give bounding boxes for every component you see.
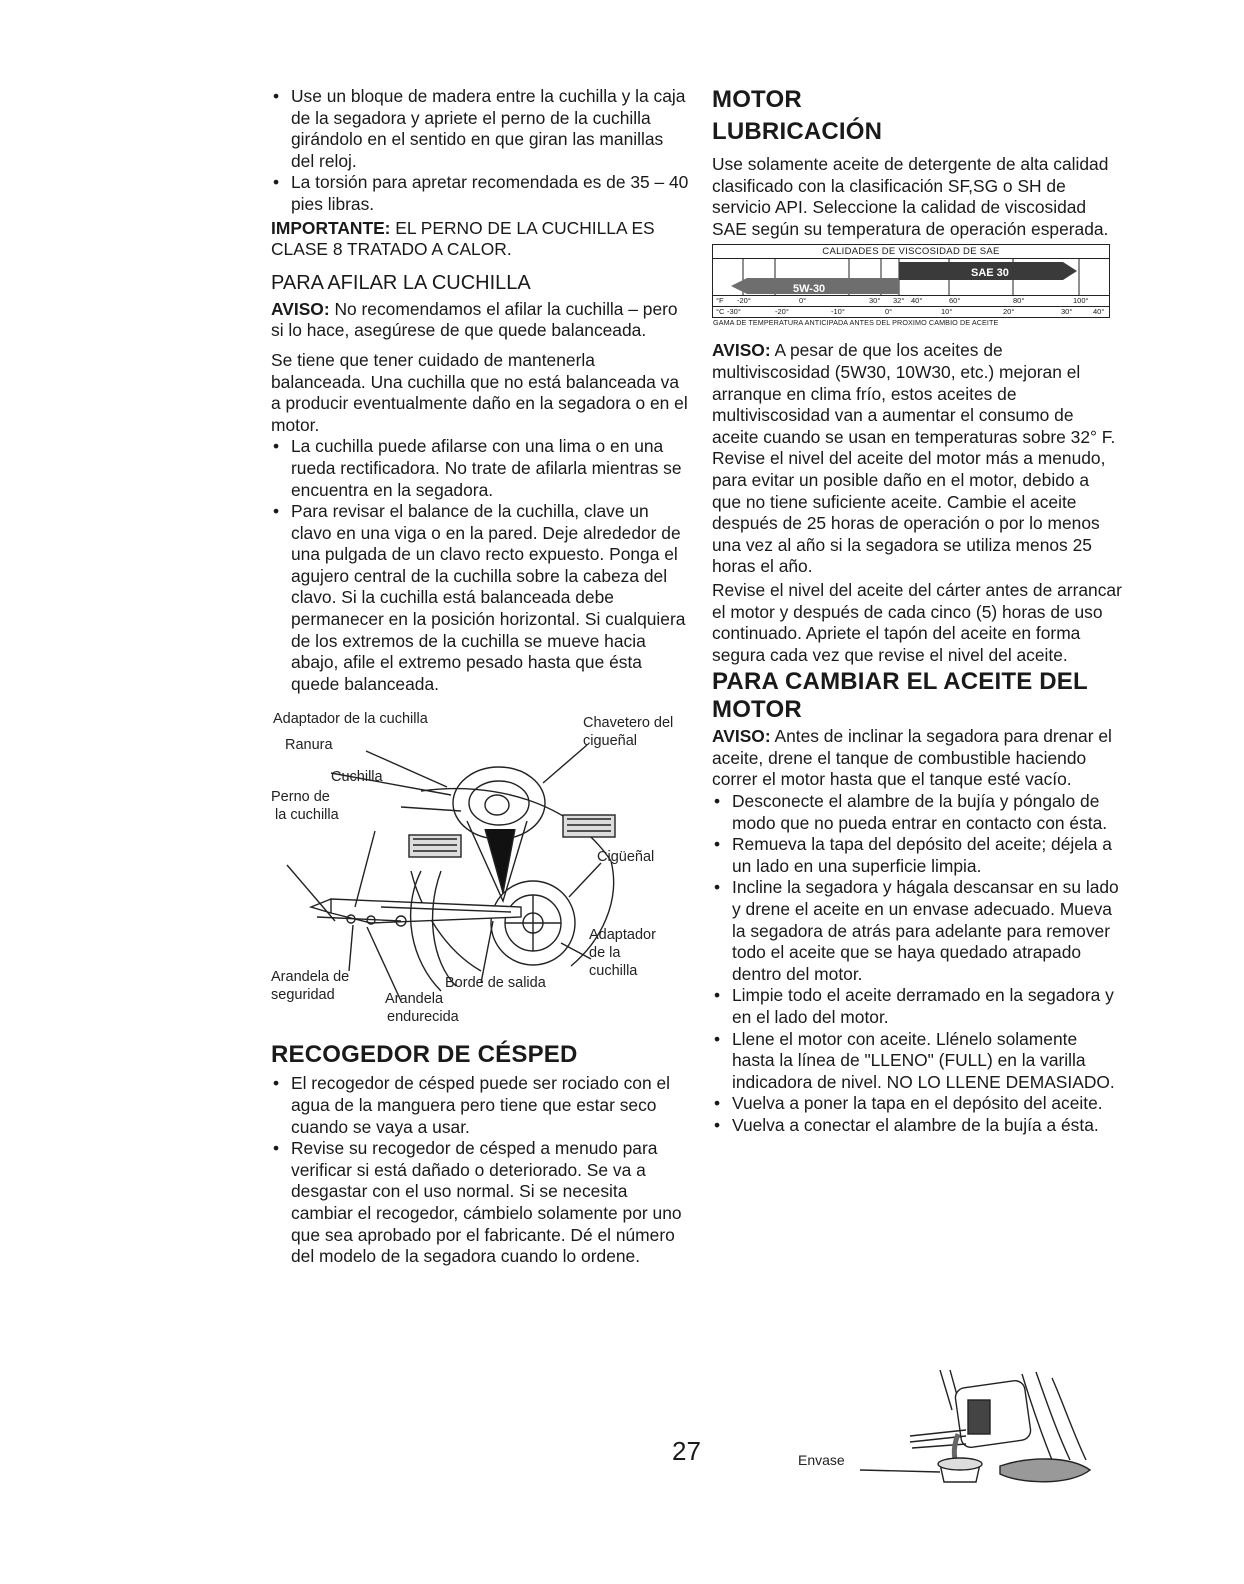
list-item: • La cuchilla puede afilarse con una lima o en una rueda rectificadora. No trate de afilarla mientras se encuentra en la segadora. xyxy=(271,436,691,501)
c-tick: 10° xyxy=(941,307,953,317)
aviso-multiviscosidad xyxy=(712,340,1122,578)
cambiar-aviso xyxy=(712,726,1122,791)
importante-label: IMPORTANTE: xyxy=(271,217,391,238)
oil-drain-illustration xyxy=(790,1370,1110,1500)
label-cuchilla: Cuchilla xyxy=(331,769,383,786)
list-item: • Vuelva a conectar el alambre de la bujía a ésta. xyxy=(712,1115,1122,1137)
afilar-heading: PARA AFILAR LA CUCHILLA xyxy=(271,271,531,294)
label-chavetero-2: cigueñal xyxy=(583,733,638,750)
temperature-range-label: GAMA DE TEMPERATURA ANTICIPADA ANTES DEL PROXIMO CAMBIO DE ACEITE xyxy=(713,317,1109,328)
aviso-label: AVISO: xyxy=(271,298,330,319)
label-perno-2: la cuchilla xyxy=(275,807,339,824)
page-number: 27 xyxy=(672,1436,701,1466)
label-adaptador-cuchilla: Adaptador de la cuchilla xyxy=(273,711,428,728)
intro-bullet-list xyxy=(271,86,691,216)
importante-text: EL PERNO DE LA CUCHILLA ES CLASE 8 TRATADO A CALOR. xyxy=(271,217,655,260)
list-item: • Desconecte el alambre de la bujía y póngalo de modo que no pueda entrar en contacto con ésta. xyxy=(712,791,1122,834)
celsius-scale xyxy=(713,306,1109,317)
label-ranura: Ranura xyxy=(285,737,333,754)
label-envase: Envase xyxy=(798,1452,845,1468)
list-item: • Limpie todo el aceite derramado en la segadora y en el lado del motor. xyxy=(712,985,1122,1028)
label-ciguenal: Cigüeñal xyxy=(597,849,655,866)
f-tick: 30° xyxy=(869,296,881,306)
label-arandela-seguridad-2: seguridad xyxy=(271,987,335,1004)
sae-chart-title: CALIDADES DE VISCOSIDAD DE SAE xyxy=(713,245,1109,259)
balance-paragraph: Se tiene que tener cuidado de mantenerla balanceada. Una cuchilla que no está balanceada va a producir eventualmente daño en la segadora o en el motor. xyxy=(271,349,688,435)
list-item: • Para revisar el balance de la cuchilla, clave un clavo en una viga o en la pared. Deje alrededor de una pulgada de un clavo recto expuesto. Ponga el agujero central de la cuchilla sobre la cabeza del clavo. Si la cuchilla está balanceada debe permanecer en la posición horizontal. Si cualquiera de los extremos de la cuchilla se mueve hacia abajo, afile el extremo pesado hasta que ésta quede balanceada. xyxy=(271,501,691,695)
importante-note xyxy=(271,218,691,261)
label-borde-salida: Borde de salida xyxy=(445,975,546,992)
label-perno-1: Perno de xyxy=(271,789,330,806)
list-item: • Use un bloque de madera entre la cuchilla y la caja de la segadora y apriete el perno de la cuchilla girándolo en el sentido en que giran las manillas del reloj. xyxy=(271,86,691,172)
revise-paragraph: Revise el nivel del aceite del cárter antes de arrancar el motor y después de cada cinco (5) horas de uso continuado. Apriete el tapón del aceite en forma segura cada vez que revise el nivel del aceite. xyxy=(712,579,1122,665)
aviso-label: AVISO: xyxy=(712,726,771,747)
c-tick: -20° xyxy=(775,307,789,317)
c-unit: °C xyxy=(716,307,725,317)
sae-bar-area xyxy=(713,259,1109,295)
f-unit: °F xyxy=(716,296,724,306)
blade-diagram xyxy=(271,711,691,1029)
list-item: • Llene el motor con aceite. Llénelo solamente hasta la línea de "LLENO" (FULL) en la varilla indicadora de nivel. NO LO LLENE DEMASIADO. xyxy=(712,1029,1122,1094)
grade-sae30: SAE 30 xyxy=(971,267,1009,280)
left-column xyxy=(271,86,691,1270)
f-tick: 0° xyxy=(799,296,807,306)
label-adaptador-1: Adaptador xyxy=(589,927,656,944)
label-adaptador-2: de la xyxy=(589,945,621,962)
aviso-text: Antes de inclinar la segadora para drenar el aceite, drene el tanque de combustible haciendo correr el motor hasta que el tanque esté vacío. xyxy=(712,726,1112,790)
lubricacion-heading: LUBRICACIÓN xyxy=(712,118,883,145)
list-item: • Incline la segadora y hágala descansar en su lado y drene el aceite en un envase adecuado. Mueva la segadora de atrás para adelante para remover todo el aceite que se haya quedado atrapado dentro del motor. xyxy=(712,877,1122,985)
list-item: • La torsión para apretar recomendada es de 35 – 40 pies libras. xyxy=(271,172,691,215)
label-arandela-seguridad-1: Arandela de xyxy=(271,969,350,986)
lubricacion-paragraph: Use solamente aceite de detergente de alta calidad clasificado con la clasificación SF,SG o SH de servicio API. Seleccione la calidad de viscosidad SAE según su temperatura de operación esperada. xyxy=(712,154,1109,239)
f-tick: 40° xyxy=(911,296,923,306)
c-tick: 20° xyxy=(1003,307,1015,317)
oil-drain-diagram xyxy=(790,1370,1110,1500)
f-tick: 80° xyxy=(1013,296,1025,306)
c-tick: -30° xyxy=(727,307,741,317)
cambiar-heading: PARA CAMBIAR EL ACEITE DEL MOTOR xyxy=(712,668,1088,724)
cambiar-bullet-list xyxy=(712,791,1122,1137)
c-tick: 0° xyxy=(885,307,893,317)
recogedor-heading: RECOGEDOR DE CÉSPED xyxy=(271,1041,578,1069)
aviso-text: A pesar de que los aceites de multiviscosidad (5W30, 10W30, etc.) mejoran el arranque en clima frío, estos aceites de multiviscosidad van a aumentar el consumo de aceite cuando se usan en temperaturas sobre 32° F. Revise el nivel del aceite del motor más a menudo, para evitar un posible daño en el motor, debido a que no tiene suficiente aceite. Cambie el aceite después de 25 horas de operación o por lo menos una vez al año si la segadora se utiliza menos 25 horas el año. xyxy=(712,340,1116,577)
list-item: • Vuelva a poner la tapa en el depósito del aceite. xyxy=(712,1093,1122,1115)
sae-grade-bars xyxy=(713,259,1109,295)
c-tick: 30° xyxy=(1061,307,1073,317)
label-adaptador-3: cuchilla xyxy=(589,963,638,980)
afilar-bullet-list xyxy=(271,436,691,695)
label-chavetero-1: Chavetero del xyxy=(583,715,674,732)
afilar-aviso xyxy=(271,299,691,342)
right-column xyxy=(712,86,1122,1139)
f-tick: -20° xyxy=(737,296,751,306)
motor-heading: MOTOR xyxy=(712,86,802,113)
sae-viscosity-chart xyxy=(712,244,1110,328)
label-arandela-endurecida-2: endurecida xyxy=(387,1009,459,1026)
aviso-label: AVISO: xyxy=(712,340,771,361)
f-tick: 60° xyxy=(949,296,961,306)
c-tick: -10° xyxy=(831,307,845,317)
c-tick: 40° xyxy=(1093,307,1105,317)
f-tick: 100° xyxy=(1073,296,1089,306)
f-tick: 32° xyxy=(893,296,905,306)
label-arandela-endurecida-1: Arandela xyxy=(385,991,444,1008)
list-item: • Remueva la tapa del depósito del aceite; déjela a un lado en una superficie limpia. xyxy=(712,834,1122,877)
list-item: • El recogedor de césped puede ser rociado con el agua de la manguera pero tiene que estar seco cuando se vaya a usar. xyxy=(271,1073,691,1138)
recogedor-bullet-list xyxy=(271,1073,691,1267)
list-item: • Revise su recogedor de césped a menudo para verificar si está dañado o deteriorado. Se va a desgastar con el uso normal. Si se necesita cambiar el recogedor, cámbielo solamente por uno que sea aprobado por el fabricante. Dé el número del modelo de la segadora cuando lo ordene. xyxy=(271,1138,691,1268)
aviso-text: No recomendamos el afilar la cuchilla – pero si lo hace, asegúrese de que quede balanceada. xyxy=(271,298,678,341)
grade-5w30: 5W-30 xyxy=(793,283,826,296)
fahrenheit-scale xyxy=(713,295,1109,306)
